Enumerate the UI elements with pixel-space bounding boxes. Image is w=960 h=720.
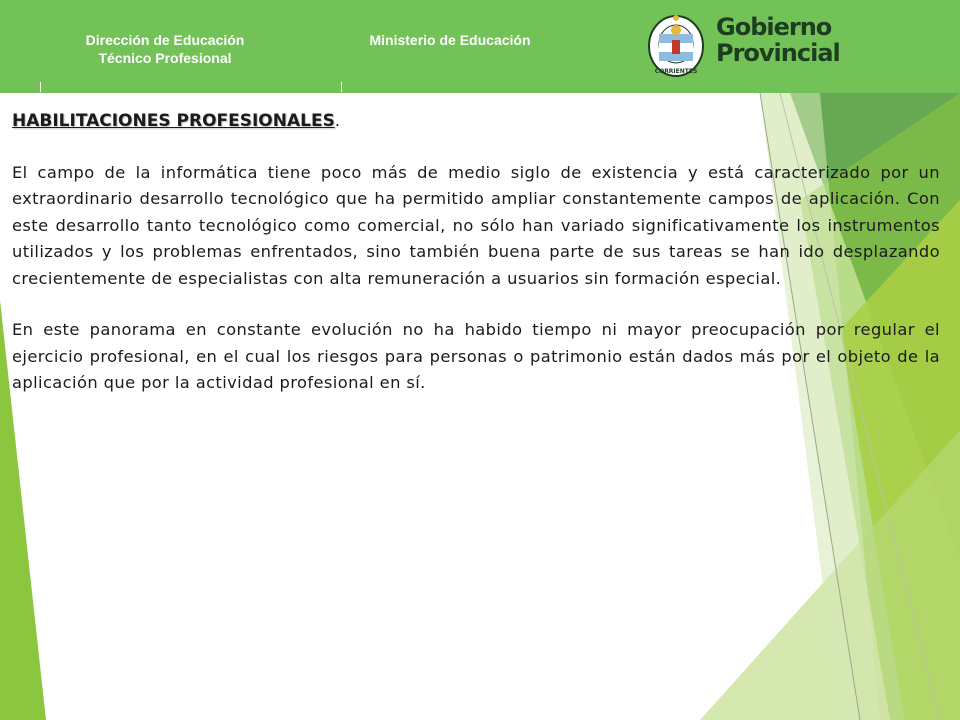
page-title: HABILITACIONES PROFESIONALES — [12, 111, 335, 131]
department-line-1: Dirección de Educación — [85, 32, 245, 48]
header-tick-mid — [341, 82, 342, 92]
corrientes-seal-icon — [646, 10, 706, 78]
department-line-2: Técnico Profesional — [98, 50, 232, 66]
title-period: . — [334, 111, 341, 130]
gobierno-provincial-logo — [716, 13, 840, 67]
ministry-label: Ministerio de Educación — [369, 32, 531, 48]
brand-line-1: Gobierno — [716, 13, 832, 41]
slide-content — [12, 108, 940, 397]
paragraph-2: En este panorama en constante evolución no ha habido tiempo ni mayor preocupación por regular el ejercicio profesional, en el cual los riesgos para personas o patrimonio están dados más por el objeto de la aplicación que por la actividad profesional en sí. — [12, 320, 940, 392]
seal-label: CORRIENTES — [654, 68, 698, 75]
header-tick-left — [40, 82, 41, 92]
paragraph-1: El campo de la informática tiene poco más de medio siglo de existencia y está caracterizado por un extraordinario desarrollo tecnológico que ha permitido ampliar constantemente campos de aplicación. Con este desarrollo tanto tecnológico como comercial, no sólo han variado significativamente los instrumentos utilizados y los problemas enfrentados, sino también buena parte de sus tareas se han ido desplazando crecientemente de especialistas con alta remuneración a usuarios sin formación especial. — [12, 162, 940, 288]
brand-line-2: Provincial — [716, 39, 840, 67]
department-label — [60, 31, 270, 67]
title-line — [12, 108, 940, 135]
header-bar — [0, 0, 960, 93]
